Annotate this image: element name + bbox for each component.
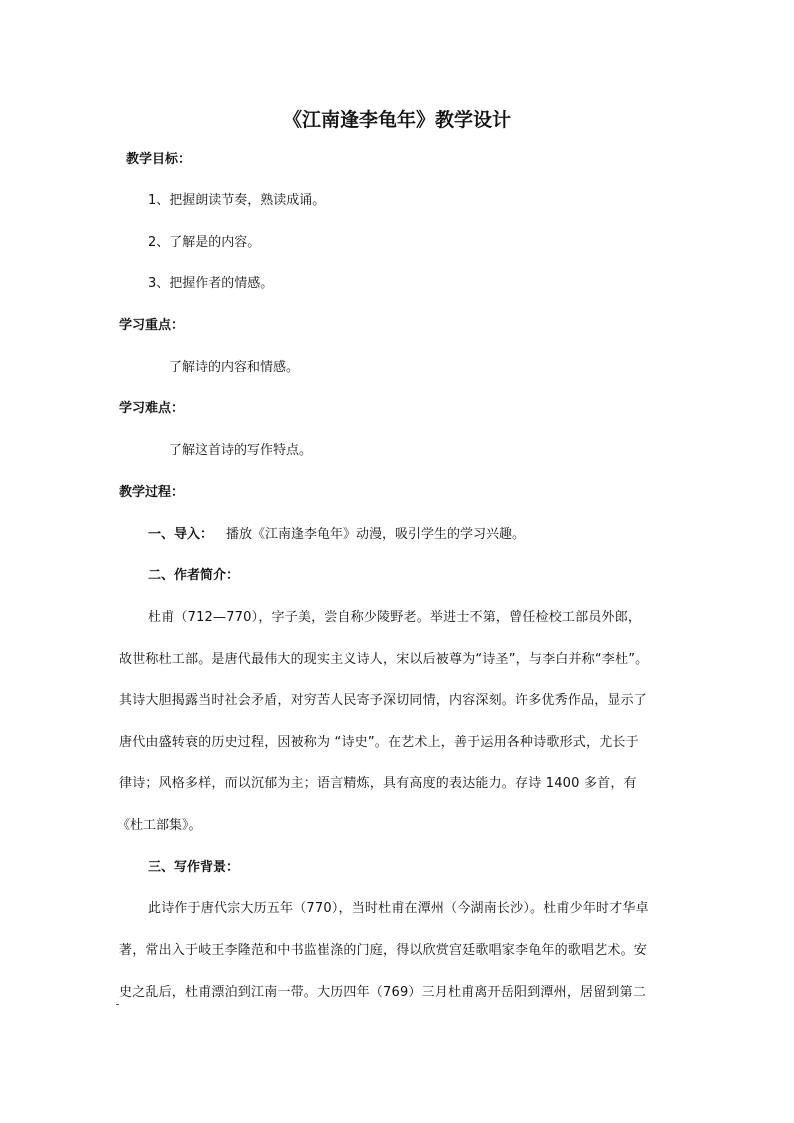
author-paragraph-line: 故世称杜工部。是唐代最伟大的现实主义诗人，宋以后被尊为“诗圣”，与李白并称“李杜”。: [119, 652, 649, 667]
author-paragraph-line: 唐代由盛转衰的历史过程，因被称为 “诗史”。在艺术上，善于运用各种诗歌形式，尤长于: [119, 735, 639, 750]
process-heading: 教学过程：: [119, 485, 185, 500]
intro-label: 一、导入：: [148, 527, 214, 542]
background-heading: 三、写作背景：: [148, 860, 240, 875]
margin-mark: [116, 1004, 119, 1005]
key-points-heading: 学习重点：: [119, 318, 185, 333]
author-paragraph-line: 杜甫（712—770），字子美，尝自称少陵野老。举进士不第，曾任检校工部员外郎，: [148, 610, 642, 625]
key-points-text: 了解诗的内容和情感。: [169, 360, 300, 375]
document-title: 《江南逢李龟年》教学设计: [282, 109, 511, 131]
objective-item: 3、把握作者的情感。: [148, 276, 274, 291]
difficulties-text: 了解这首诗的写作特点。: [169, 443, 313, 458]
background-paragraph-line: 著，常出入于岐王李隆范和中书监崔涤的门庭，得以欣赏宫廷歌唱家李龟年的歌唱艺术。安: [119, 943, 648, 958]
author-heading: 二、作者简介：: [148, 568, 240, 583]
objectives-heading: 教学目标：: [126, 152, 192, 167]
objective-item: 1、把握朗读节奏，熟读成诵。: [148, 193, 326, 208]
author-paragraph-line: 律诗；风格多样，而以沉郁为主；语言精炼，具有高度的表达能力。存诗 1400 多首，有: [119, 776, 637, 791]
background-paragraph-line: 此诗作于唐代宗大历五年（770），当时杜甫在潭州（今湖南长沙）。杜甫少年时才华卓: [148, 901, 649, 916]
author-paragraph-line: 其诗大胆揭露当时社会矛盾，对穷苦人民寄予深切同情，内容深刻。许多优秀作品，显示了: [119, 693, 648, 708]
intro-text: 播放《江南逢李龟年》动漫，吸引学生的学习兴趣。: [226, 527, 526, 542]
background-paragraph-line: 史之乱后，杜甫漂泊到江南一带。大历四年（769）三月杜甫离开岳阳到潭州，居留到第二: [119, 985, 647, 1000]
objective-item: 2、了解是的内容。: [148, 235, 261, 250]
difficulties-heading: 学习难点：: [119, 401, 185, 416]
author-paragraph-line: 《杜工部集》。: [117, 818, 202, 833]
